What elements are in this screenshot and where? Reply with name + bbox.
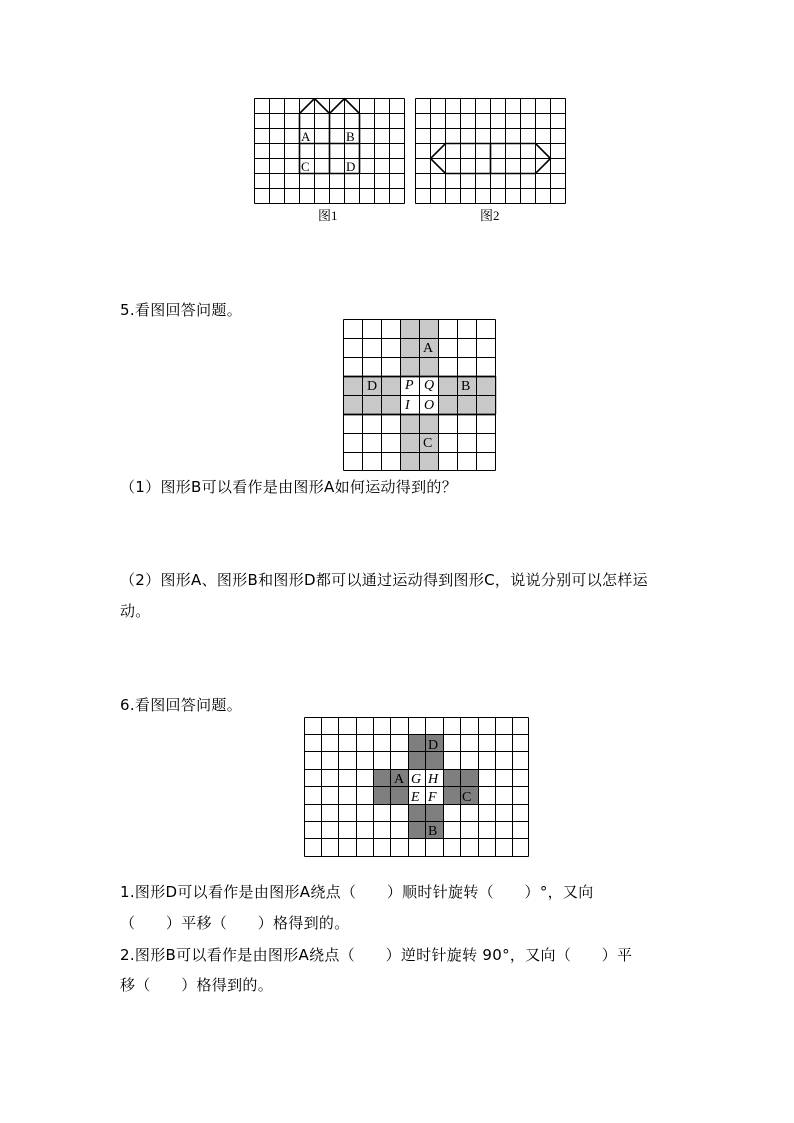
q6-label-a: A [394,772,405,787]
figure-2-grid [415,98,567,204]
q6-line2: （ ）平移（ ）格得到的。 [120,914,350,932]
figure-2-caption: 图2 [480,208,500,223]
q6-point-g: G [411,772,422,787]
q5-grid [343,319,497,471]
figure-1-grid [254,98,406,204]
q6-label-d: D [428,738,439,753]
q5-title: 5.看图回答问题。 [120,301,243,319]
fig1-label-d: D [346,159,356,174]
q6-line3: 2.图形B可以看作是由图形A绕点（ ）逆时针旋转 90°，又向（ ）平 [120,946,633,964]
q5-point-p: P [405,378,414,393]
q5-point-q: Q [424,378,435,393]
q5-label-a: A [423,341,434,356]
fig1-label-c: C [301,159,310,174]
q6-label-c: C [462,790,472,805]
q6-point-f: F [428,790,437,805]
q6-label-b: B [428,824,438,839]
fig1-label-b: B [346,129,355,144]
q6-point-h: H [428,772,439,787]
q5-label-d: D [367,379,378,394]
q6-point-e: E [411,790,420,805]
q5-label-c: C [423,436,433,451]
q6-grid [304,717,530,857]
q6-title: 6.看图回答问题。 [120,696,243,714]
q5-sub2-line1: （2）图形A、图形B和图形D都可以通过运动得到图形C，说说分别可以怎样运 [120,571,648,589]
figure-1-caption: 图1 [318,208,338,223]
fig1-label-a: A [301,129,311,144]
q5-sub2-line2: 动。 [120,602,151,620]
q5-sub1: （1）图形B可以看作是由图形A如何运动得到的？ [120,478,457,496]
q6-line4: 移（ ）格得到的。 [120,976,274,994]
q5-point-i: I [405,398,410,413]
q5-point-o: O [424,398,435,413]
q5-label-b: B [461,379,471,394]
q6-line1: 1.图形D可以看作是由图形A绕点（ ）顺时针旋转（ ）°，又向 [120,883,594,901]
